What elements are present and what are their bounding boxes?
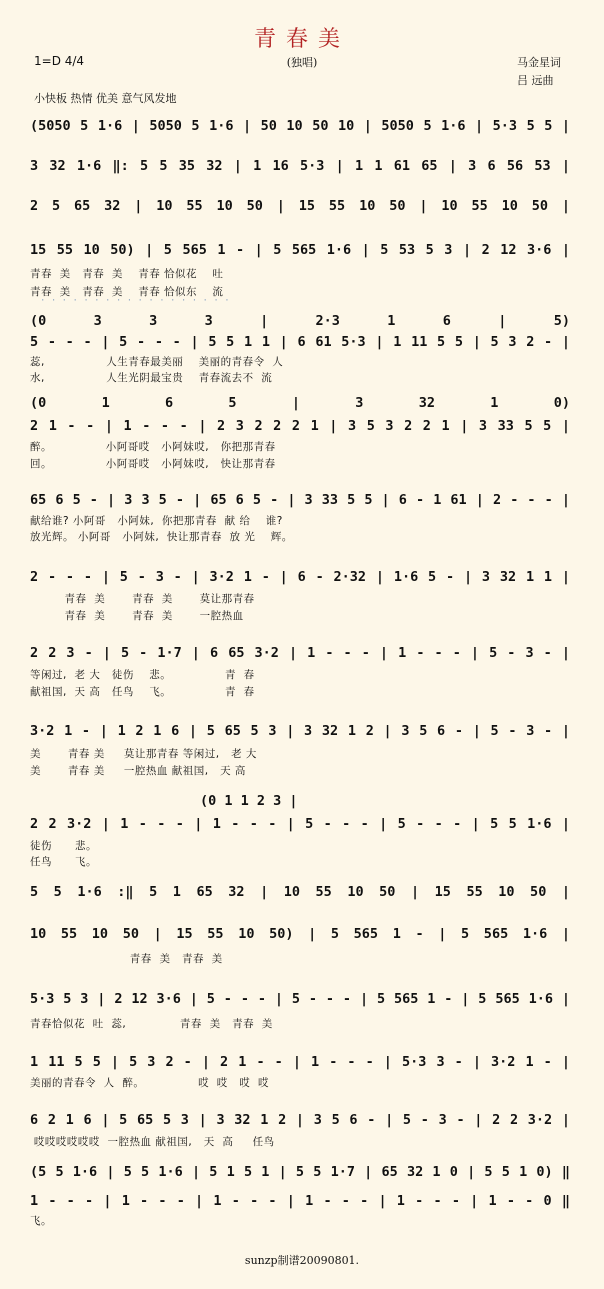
score-line: 10 55 10 50 | 15 55 10 50) | 5 565 1 - | 5 565 1·6 | [30, 926, 570, 942]
footer-credit: sunzp制谱20090801. [244, 1254, 360, 1267]
score-line: 6 2 1 6 | 5 65 5 3 | 3 32 1 2 | 3 5 6 - | 5 - 3 - | 2 2 3·2 | [30, 1112, 570, 1128]
song-subtitle: (独唱) [286, 56, 318, 69]
lyric-line: 青春 美 青春 美 一腔热血 [30, 610, 244, 622]
score-line: 1 - - - | 1 - - - | 1 - - - | 1 - - - | 1 - - - | 1 - - 0 ‖ [30, 1193, 570, 1209]
composer-credit: 吕 远曲 [517, 74, 554, 87]
lyric-line: 水, 人生光阴最宝贵 青春流去不 流 [30, 372, 273, 384]
lyric-line: 飞。 [30, 1215, 52, 1227]
lyric-line: 美 青春 美 莫让那青春 等闲过, 老 大 [30, 748, 257, 760]
lyric-line: 任鸟 飞。 [30, 856, 98, 868]
lyric-line: 青春恰似花 吐 蕊, 青春 美 青春 美 [30, 1018, 273, 1030]
score-line: 5·3 5 3 | 2 12 3·6 | 5 - - - | 5 - - - | 5 565 1 - | 5 565 1·6 | [30, 991, 570, 1007]
lyric-line: 回。 小阿哥哎 小阿妹哎, 快让那青春 [30, 458, 276, 470]
tempo-marking: 小快板 热情 优美 意气风发地 [34, 92, 177, 105]
lyric-line: 青春 美 青春 美 莫让那青春 [30, 593, 255, 605]
score-line: 2 2 3·2 | 1 - - - | 1 - - - | 5 - - - | 5 - - - | 5 5 1·6 | [30, 816, 570, 832]
key-signature: 1=D 4/4 [34, 54, 85, 68]
score-line: 5 - - - | 5 - - - | 5 5 1 1 | 6 61 5·3 | 1 11 5 5 | 5 3 2 - | [30, 334, 570, 350]
lyric-line: 青春 美 青春 美 [30, 953, 223, 965]
song-title: 青春美 [253, 27, 350, 52]
lyric-line: 献祖国, 天 高 任鸟 飞。 青 春 [30, 686, 255, 698]
lyric-line: 美丽的青春令 人 醉。 哎 哎 哎 哎 [30, 1077, 269, 1089]
score-line: (0 3 3 3 | 2·3 1 6 | 5) [30, 313, 570, 329]
score-line: 3·2 1 - | 1 2 1 6 | 5 65 5 3 | 3 32 1 2 | 3 5 6 - | 5 - 3 - | [30, 723, 570, 739]
lyric-line: 醉。 小阿哥哎 小阿妹哎, 你把那青春 [30, 441, 276, 453]
score-line: 1 11 5 5 | 5 3 2 - | 2 1 - - | 1 - - - | 5·3 3 - | 3·2 1 - | [30, 1054, 570, 1070]
score-line: (0 1 6 5 | 3 32 1 0) [30, 395, 570, 411]
score-line: 5 5 1·6 :‖ 5 1 65 32 | 10 55 10 50 | 15 55 10 50 | [30, 884, 570, 900]
lyric-line: 徒伤 悲。 [30, 840, 98, 852]
score-line: 2 2 3 - | 5 - 1·7 | 6 65 3·2 | 1 - - - | 1 - - - | 5 - 3 - | [30, 645, 570, 661]
score-line: 3 32 1·6 ‖: 5 5 35 32 | 1 16 5·3 | 1 1 61 65 | 3 6 56 53 | [30, 158, 570, 174]
lyric-line: 青春 美 青春 美 青春 恰似花 吐 [30, 268, 224, 280]
score-line: (0 1 1 2 3 | [200, 793, 298, 809]
score-line: 15 55 10 50) | 5 565 1 - | 5 565 1·6 | 5 53 5 3 | 2 12 3·6 | [30, 242, 570, 258]
lyric-line: 美 青春 美 一腔热血 献祖国, 天 高 [30, 765, 246, 777]
lyric-line: 献给谁? 小阿哥 小阿妹, 你把那青春 献 给 谁? [30, 515, 283, 527]
score-line: (5050 5 1·6 | 5050 5 1·6 | 50 10 50 10 | 5050 5 1·6 | 5·3 5 5 | [30, 118, 570, 134]
score-line: 65 6 5 - | 3 3 5 - | 65 6 5 - | 3 33 5 5 | 6 - 1 61 | 2 - - - | [30, 492, 570, 508]
lyric-line: 等闲过, 老 大 徒伤 悲。 青 春 [30, 669, 255, 681]
lyric-line: 蕊, 人生青春最美丽 美丽的青春令 人 [30, 356, 284, 368]
lyric-line: 放光辉。 小阿哥 小阿妹, 快让那青春 放 光 辉。 [30, 531, 293, 543]
score-line: (5 5 1·6 | 5 5 1·6 | 5 1 5 1 | 5 5 1·7 | 65 32 1 0 | 5 5 1 0) ‖ [30, 1164, 570, 1180]
lyric-line: 青春 美 青春 美 青春 恰似东 流 [30, 286, 224, 298]
lyricist-credit: 马金星词 [517, 56, 561, 69]
score-line: 2 1 - - | 1 - - - | 2 3 2 2 2 1 | 3 5 3 2 2 1 | 3 33 5 5 | [30, 418, 570, 434]
decorative-dots: · · · · · · · · · · · · · · · · · · [40, 296, 230, 306]
score-line: 2 5 65 32 | 10 55 10 50 | 15 55 10 50 | 10 55 10 50 | [30, 198, 570, 214]
score-line: 2 - - - | 5 - 3 - | 3·2 1 - | 6 - 2·32 | 1·6 5 - | 3 32 1 1 | [30, 569, 570, 585]
lyric-line: 哎哎哎哎哎哎 一腔热血 献祖国, 天 高 任鸟 [30, 1136, 275, 1148]
